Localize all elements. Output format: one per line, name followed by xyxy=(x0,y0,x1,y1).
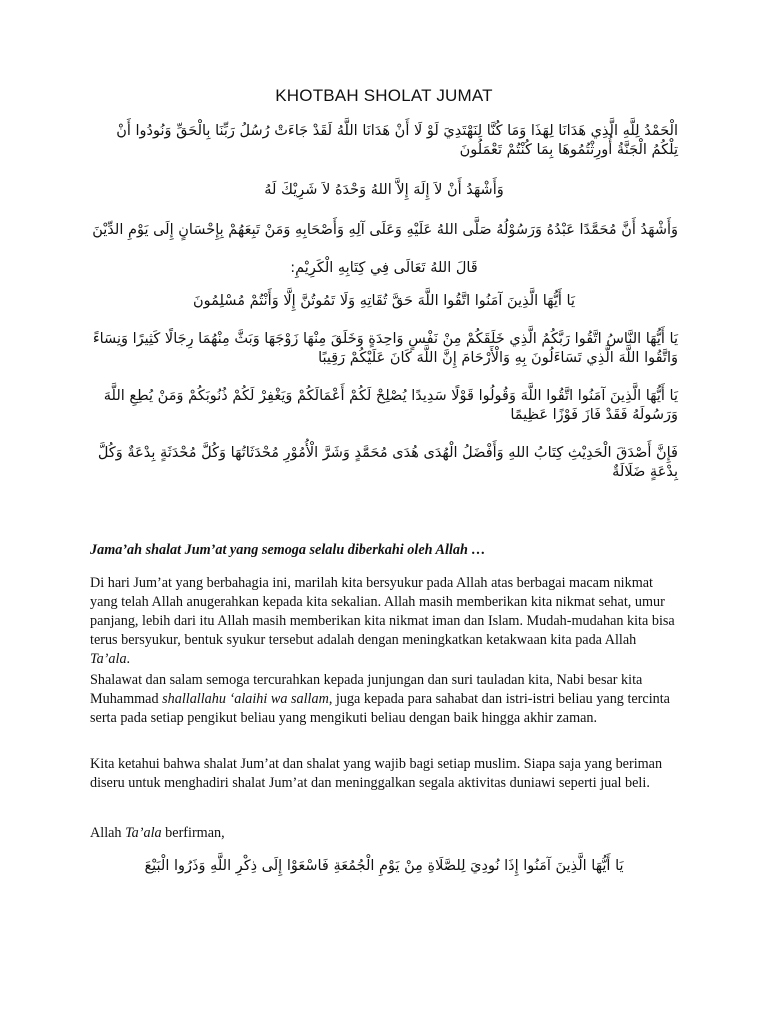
paragraph-2 xyxy=(90,671,678,728)
arabic-verse-3: يَا أَيُّهَا الَّذِينَ آمَنُوا اتَّقُوا اللَّهَ وَقُولُوا قَوْلًا سَدِيدًا يُصْلِحْ لَكُمْ أَعْمَالَكُمْ وَيَغْفِرْ لَكُمْ ذُنُوبَكُمْ وَمَنْ يُطِعِ اللَّهَ وَرَسُولَهُ فَقَدْ فَازَ فَوْزًا عَظِيمًا xyxy=(103,388,678,423)
paragraph-4 xyxy=(90,824,678,843)
arabic-verse-1: يَا أَيُّهَا الَّذِينَ آمَنُوا اتَّقُوا اللَّهَ حَقَّ تُقَاتِهِ وَلَا تَمُوتُنَّ إِلَّا وَأَنْتُمْ مُسْلِمُونَ xyxy=(192,293,575,309)
arabic-verse-jumuah: يَا أَيُّهَا الَّذِينَ آمَنُوا إِذَا نُودِيَ لِلصَّلَاةِ مِنْ يَوْمِ الْجُمُعَةِ فَاسْعَوْا إِلَى ذِكْرِ اللَّهِ وَذَرُوا الْبَيْعَ xyxy=(144,858,624,874)
greeting-line: Jama’ah shalat Jum’at yang semoga selalu diberkahi oleh Allah … xyxy=(90,542,486,558)
paragraph-2-italic: shallallahu ‘alaihi wa sallam xyxy=(162,691,329,707)
arabic-qala-allah: قَالَ اللهُ تَعَالَى فِي كِتَابِهِ الْكَرِيْمِ: xyxy=(290,260,478,276)
paragraph-2-text-a: Shalawat dan salam semoga tercurahkan kepada junjungan dan suri tauladan kita, Nabi besar kita Muhammad xyxy=(90,672,643,707)
document-title: KHOTBAH SHOLAT JUMAT xyxy=(275,86,493,105)
paragraph-4-text-a: Allah xyxy=(90,825,126,841)
document-page xyxy=(90,0,678,1024)
arabic-opening-hamdalah: الْحَمْدُ لِلَّهِ الَّذِي هَدَانَا لِهَذَا وَمَا كُنَّا لِنَهْتَدِيَ لَوْ لَا أَنْ هَدَانَا اللَّهُ لَقَدْ جَاءَتْ رُسُلُ رَبِّنَا بِالْحَقِّ وَنُودُوا أَنْ تِلْكُمُ الْجَنَّةُ أُورِثْتُمُوهَا بِمَا كُنْتُمْ تَعْمَلُونَ xyxy=(116,123,678,158)
paragraph-1-italic: Ta’ala xyxy=(90,651,127,667)
paragraph-4-italic: Ta’ala xyxy=(125,825,162,841)
paragraph-1-text: Di hari Jum’at yang berbahagia ini, marilah kita bersyukur pada Allah atas berbagai macam nikmat yang telah Allah anugerahkan kepada kita sekalian. Allah masih memberikan kita nikmat sehat, umur panjang, lebih dari itu Allah masih memberikan kita nikmat iman dan Islam. Mudah-mudahan kita bisa terus bersyukur, bentuk syukur tersebut adalah dengan meningkatkan ketakwaan kita pada Allah xyxy=(90,575,675,648)
paragraph-4-text-b: berfirman, xyxy=(161,825,225,841)
paragraph-1-end: . xyxy=(126,651,131,667)
paragraph-2-text-b: , juga kepada para sahabat dan istri-istri beliau yang tercinta serta pada setiap pengikut beliau yang mengikuti beliau dengan baik hingga akhir zaman. xyxy=(90,691,670,726)
arabic-syahadat-1: وَأَشْهَدُ أَنْ لاَ إِلَهَ إِلاَّ اللهُ وَحْدَهُ لاَ شَرِيْكَ لَهُ xyxy=(264,182,504,198)
arabic-amma-badu: فَإِنَّ أَصْدَقَ الْحَدِيْثِ كِتَابُ اللهِ وَأَفْضَلُ الْهُدَى هُدَى مُحَمَّدٍ وَشَرَّ الْأُمُوْرِ مُحْدَثَاتُهَا وَكُلَّ مُحْدَثَةٍ بِدْعَةٌ وَكُلَّ بِدْعَةٍ ضَلَالَةٌ xyxy=(97,445,678,480)
arabic-syahadat-2: وَأَشْهَدُ أَنَّ مُحَمَّدًا عَبْدُهُ وَرَسُوْلُهُ صَلَّى اللهُ عَلَيْهِ وَعَلَى آلِهِ وَأَصْحَابِهِ وَمَنْ تَبِعَهُمْ بِإِحْسَانٍ إِلَى يَوْمِ الدِّيْنَ xyxy=(92,222,678,238)
arabic-verse-2: يَا أَيُّهَا النَّاسُ اتَّقُوا رَبَّكُمُ الَّذِي خَلَقَكُمْ مِنْ نَفْسٍ وَاحِدَةٍ وَخَلَقَ مِنْهَا زَوْجَهَا وَبَثَّ مِنْهُمَا رِجَالًا كَثِيرًا وَنِسَاءً وَاتَّقُوا اللَّهَ الَّذِي تَسَاءَلُونَ بِهِ وَالْأَرْحَامَ إِنَّ اللَّهَ كَانَ عَلَيْكُمْ رَقِيبًا xyxy=(92,331,678,366)
paragraph-3: Kita ketahui bahwa shalat Jum’at dan shalat yang wajib bagi setiap muslim. Siapa saja yang beriman diseru untuk menghadiri shalat Jum’at dan meninggalkan segala aktivitas duniawi seperti jual beli. xyxy=(90,756,663,791)
paragraph-1 xyxy=(90,574,678,669)
